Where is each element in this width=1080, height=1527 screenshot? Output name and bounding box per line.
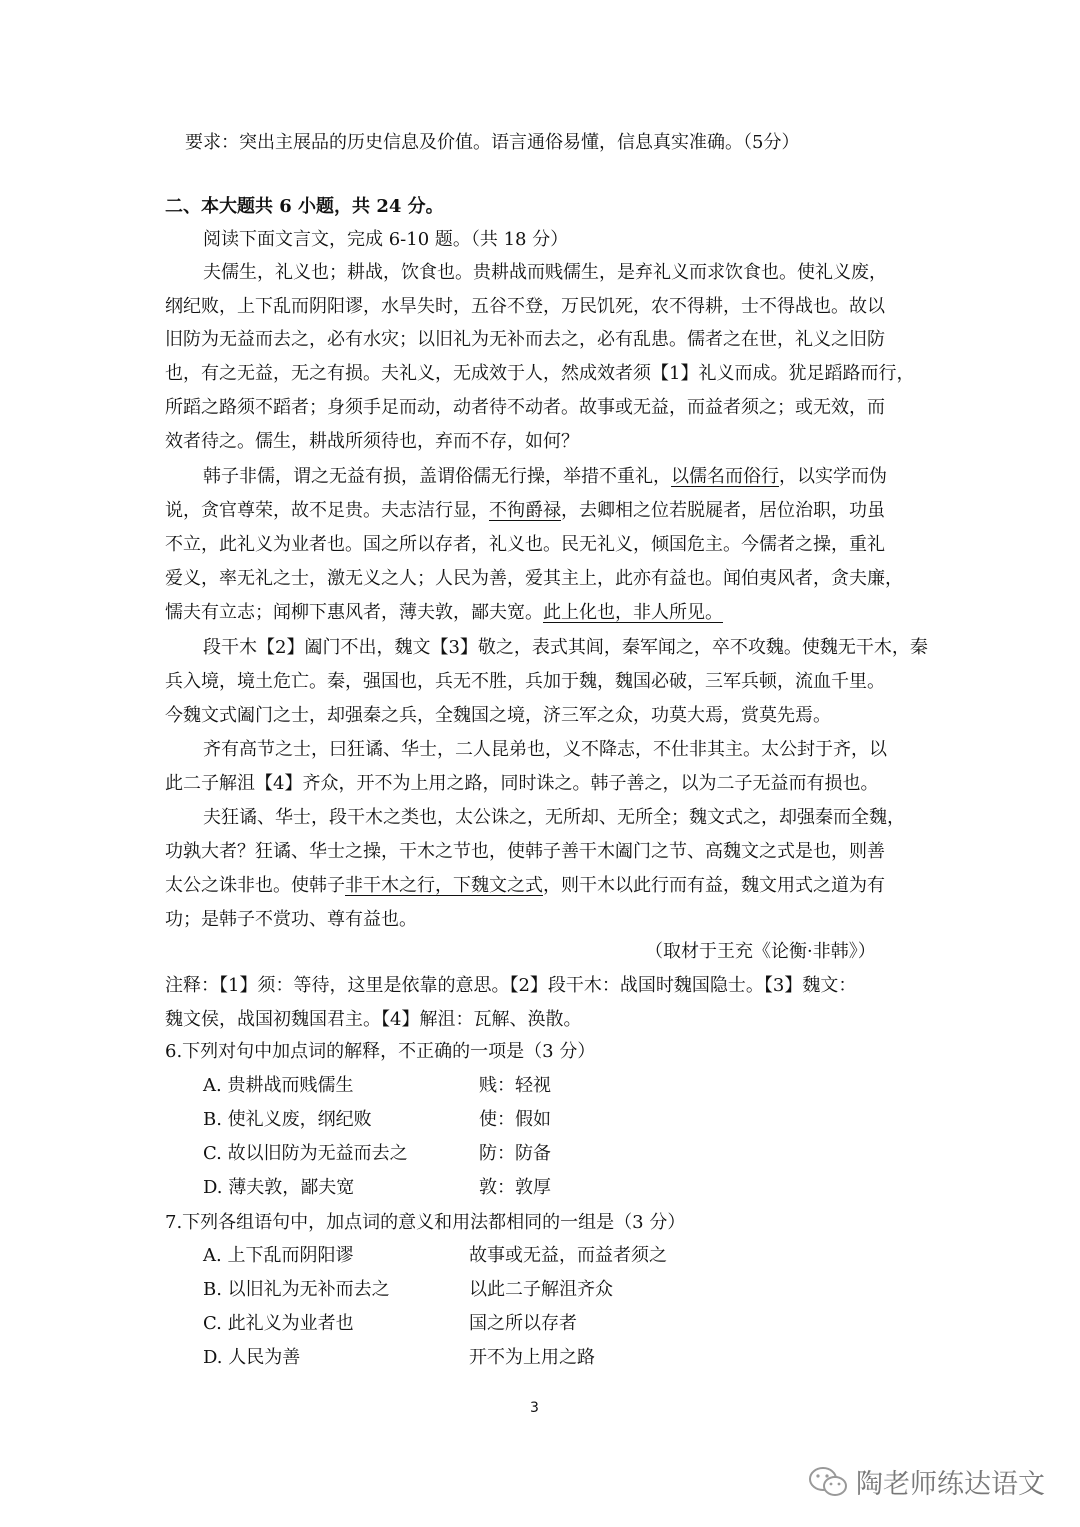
q6-option-b-answer: 使：假如 xyxy=(479,1109,551,1130)
underlined-phrase: 不徇爵禄 xyxy=(489,500,561,521)
q6-option-d-answer: 敦：敦厚 xyxy=(479,1177,551,1198)
q6-option-c: C. 故以旧防为无益而去之 xyxy=(203,1143,408,1164)
question-6-stem: 6.下列对句中加点词的解释，不正确的一项是（3 分） xyxy=(165,1041,596,1062)
section-heading: 二、本大题共 6 小题，共 24 分。 xyxy=(165,196,444,217)
underlined-phrase: 此上化也，非人所见。 xyxy=(543,602,723,623)
passage-line: 兵入境，境土危亡。秦，强国也，兵无不胜，兵加于魏，魏国必破，三军兵顿，流血千里。 xyxy=(165,671,885,692)
requirement-text: 要求：突出主展品的历史信息及价值。语言通俗易懂，信息真实准确。（5分） xyxy=(185,132,800,153)
passage-line: 不立，此礼义为业者也。国之所以存者，礼义也。民无礼义，倾国危主。今儒者之操，重礼 xyxy=(165,534,885,555)
passage-line: 段干木【2】阖门不出，魏文【3】敬之，表式其闾，秦军闻之，卒不攻魏。使魏无干木，秦 xyxy=(203,637,928,658)
wechat-icon xyxy=(808,1465,848,1499)
passage-line: 齐有高节之士，曰狂谲、华士，二人昆弟也，义不降志，不仕非其主。太公封于齐，以 xyxy=(203,739,887,760)
passage-line: 韩子非儒，谓之无益有损，盖谓俗儒无行操，举措不重礼，以儒名而俗行，以实学而伪 xyxy=(203,466,887,487)
passage-line: 夫狂谲、华士，段干木之类也，太公诛之，无所却、无所全；魏文式之，却强秦而全魏， xyxy=(203,807,905,828)
q6-option-a: A. 贵耕战而贱儒生 xyxy=(203,1075,354,1096)
q6-option-b: B. 使礼义废，纲纪败 xyxy=(203,1109,372,1130)
passage-line: 功；是韩子不赏功、尊有益也。 xyxy=(165,909,417,930)
question-7-stem: 7.下列各组语句中，加点词的意义和用法都相同的一组是（3 分） xyxy=(165,1212,686,1233)
passage-line: 纲纪败，上下乱而阴阳谬，水旱失时，五谷不登，万民饥死，农不得耕，士不得战也。故以 xyxy=(165,296,885,317)
passage-line: 效者待之。儒生，耕战所须待也，弃而不存，如何？ xyxy=(165,431,579,452)
passage-line: 此二子解沮【4】齐众，开不为上用之路，同时诛之。韩子善之，以为二子无益而有损也。 xyxy=(165,773,879,794)
page-number: 3 xyxy=(530,1400,539,1416)
passage-line: 太公之诛非也。使韩子非干木之行，下魏文之式，则干木以此行而有益，魏文用式之道为有 xyxy=(165,875,885,896)
notes-line: 魏文侯，战国初魏国君主。【4】解沮：瓦解、涣散。 xyxy=(165,1009,582,1030)
passage-line: 说，贪官尊荣，故不足贵。夫志洁行显，不徇爵禄，去卿相之位若脱屣者，居位治职，功虽 xyxy=(165,500,885,521)
passage-line: 今魏文式阖门之士，却强秦之兵，全魏国之境，济三军之众，功莫大焉，赏莫先焉。 xyxy=(165,705,831,726)
passage-line: 夫儒生，礼义也；耕战，饮食也。贵耕战而贱儒生，是弃礼义而求饮食也。使礼义废， xyxy=(203,262,887,283)
passage-line: 所蹈之路须不蹈者；身须手足而动，动者待不动者。故事或无益，而益者须之；或无效，而 xyxy=(165,397,885,418)
watermark xyxy=(808,1462,1045,1501)
q7-option-a-right: 故事或无益，而益者须之 xyxy=(469,1245,667,1266)
q7-option-d-right: 开不为上用之路 xyxy=(469,1347,595,1368)
underlined-phrase: 非干木之行，下魏文之式 xyxy=(345,875,543,896)
passage-line: 功孰大者？狂谲、华士之操，干木之节也，使韩子善干木阖门之节、高魏文之式是也，则善 xyxy=(165,841,885,862)
q6-option-a-answer: 贱：轻视 xyxy=(479,1075,551,1096)
q7-option-b: B. 以旧礼为无补而去之 xyxy=(203,1279,390,1300)
q7-option-a: A. 上下乱而阴阳谬 xyxy=(203,1245,354,1266)
passage-line: 也，有之无益，无之有损。夫礼义，无成效于人，然成效者须【1】礼义而成。犹足蹈路而行， xyxy=(165,363,915,384)
q7-option-c-right: 国之所以存者 xyxy=(469,1313,577,1334)
q7-option-b-right: 以此二子解沮齐众 xyxy=(469,1279,613,1300)
passage-line: 懦夫有立志；闻柳下惠风者，薄夫敦，鄙夫宽。此上化也，非人所见。 xyxy=(165,602,723,623)
notes-line: 注释：【1】须：等待，这里是依靠的意思。【2】段干木：战国时魏国隐士。【3】魏文： xyxy=(165,975,857,996)
underlined-phrase: 以儒名而俗行 xyxy=(671,466,779,487)
passage-line: 爱义，率无礼之士，激无义之人；人民为善，爱其主上，此亦有益也。闻伯夷风者，贪夫廉， xyxy=(165,568,903,589)
q7-option-c: C. 此礼义为业者也 xyxy=(203,1313,354,1334)
watermark-text: 陶老师练达语文 xyxy=(856,1469,1045,1500)
passage-line: 旧防为无益而去之，必有水灾；以旧礼为无补而去之，必有乱患。儒者之在世，礼义之旧防 xyxy=(165,329,885,350)
q6-option-d: D. 薄夫敦，鄙夫宽 xyxy=(203,1177,355,1198)
source-citation: （取材于王充《论衡·非韩》） xyxy=(645,941,876,962)
q6-option-c-answer: 防：防备 xyxy=(479,1143,551,1164)
q7-option-d: D. 人民为善 xyxy=(203,1347,301,1368)
instruction-text: 阅读下面文言文，完成 6-10 题。（共 18 分） xyxy=(203,229,569,250)
